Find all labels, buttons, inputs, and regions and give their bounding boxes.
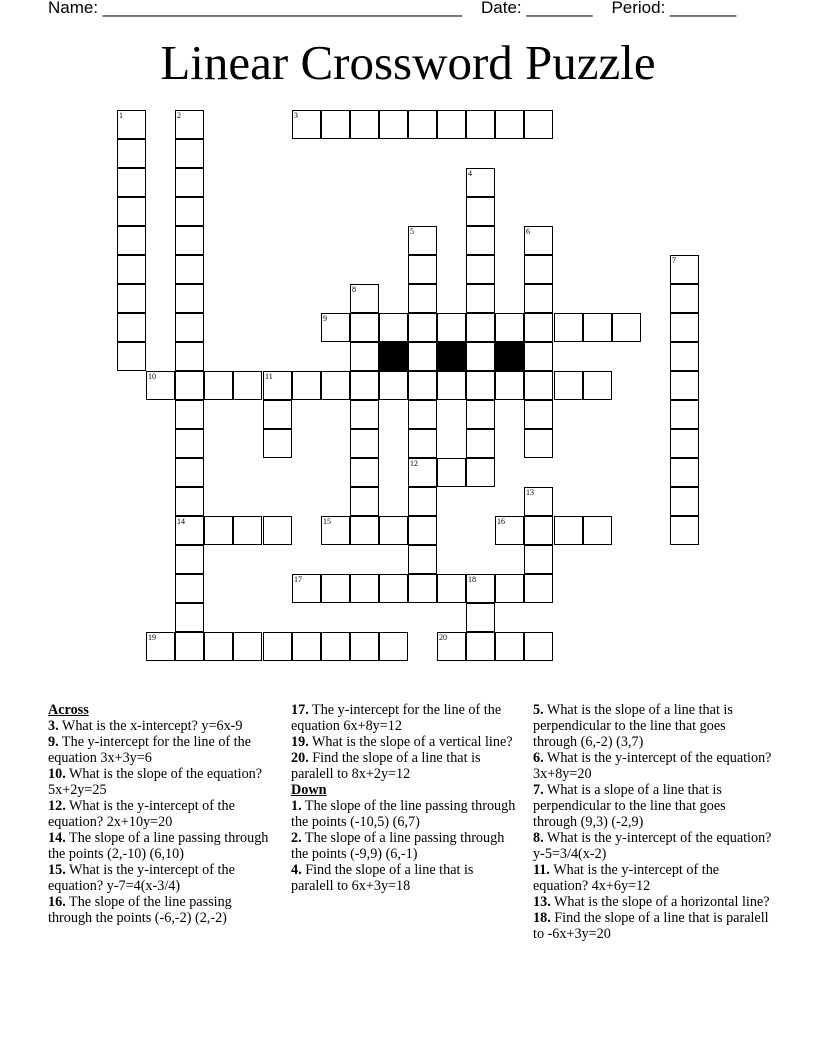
across-heading: Across — [48, 702, 89, 718]
clue-item — [291, 734, 516, 750]
grid-cell[interactable] — [292, 632, 321, 661]
clue-number-label: 1. — [291, 798, 302, 814]
clue-item — [48, 862, 273, 894]
clue-text: Find the slope of a line that is paralell to 6x+3y=18 — [291, 862, 474, 894]
clue-number-label: 19. — [291, 734, 309, 750]
grid-cell[interactable] — [263, 516, 292, 545]
grid-cell[interactable] — [495, 371, 524, 400]
grid-cell[interactable] — [175, 429, 204, 458]
clue-text: What is the slope of the equation? 5x+2y=25 — [48, 766, 263, 798]
clue-number: 10 — [148, 372, 156, 381]
grid-cell[interactable] — [408, 458, 437, 487]
clue-item — [533, 702, 773, 750]
clue-text: What is the x-intercept? y=6x-9 — [58, 718, 243, 734]
grid-cell[interactable] — [495, 632, 524, 661]
clue-number: 19 — [148, 633, 156, 642]
clue-number: 8 — [352, 285, 356, 294]
grid-cell[interactable] — [670, 487, 699, 516]
grid-cell[interactable] — [408, 284, 437, 313]
grid-cell[interactable] — [524, 255, 553, 284]
grid-cell[interactable] — [524, 487, 553, 516]
grid-cell[interactable] — [117, 110, 146, 139]
grid-cell[interactable] — [670, 313, 699, 342]
grid-cell[interactable] — [292, 574, 321, 603]
grid-cell[interactable] — [350, 371, 379, 400]
grid-cell[interactable] — [437, 110, 466, 139]
grid-cell[interactable] — [117, 226, 146, 255]
clue-item — [48, 830, 273, 862]
black-cell — [437, 342, 466, 371]
clue-number-label: 3. — [48, 718, 59, 734]
clue-item — [291, 862, 516, 894]
grid-cell[interactable] — [379, 516, 408, 545]
grid-cell[interactable] — [495, 516, 524, 545]
clue-text: The slope of a line passing through the points (2,-10) (6,10) — [48, 830, 269, 862]
grid-cell[interactable] — [321, 574, 350, 603]
grid-cell[interactable] — [292, 110, 321, 139]
date-field-label: Date: _______ — [480, 0, 593, 17]
clue-number: 14 — [177, 517, 185, 526]
grid-cell[interactable] — [583, 371, 612, 400]
clue-number-label: 13. — [533, 894, 551, 910]
clue-number: 20 — [439, 633, 447, 642]
clue-text: Find the slope of a line that is paralell to -6x+3y=20 — [533, 910, 769, 942]
grid-cell[interactable] — [670, 284, 699, 313]
grid-cell[interactable] — [408, 110, 437, 139]
grid-cell[interactable] — [263, 400, 292, 429]
black-cell — [379, 342, 408, 371]
grid-cell[interactable] — [495, 313, 524, 342]
grid-cell[interactable] — [175, 371, 204, 400]
period-field-label: Period: _______ — [611, 0, 737, 17]
clue-item — [48, 894, 273, 926]
grid-cell[interactable] — [670, 429, 699, 458]
grid-cell[interactable] — [466, 342, 495, 371]
grid-cell[interactable] — [408, 226, 437, 255]
clue-number: 5 — [410, 227, 414, 236]
grid-cell[interactable] — [175, 516, 204, 545]
grid-cell[interactable] — [204, 371, 233, 400]
grid-cell[interactable] — [408, 371, 437, 400]
grid-cell[interactable] — [175, 168, 204, 197]
grid-cell[interactable] — [117, 342, 146, 371]
grid-cell[interactable] — [408, 487, 437, 516]
grid-cell[interactable] — [524, 284, 553, 313]
clue-item — [48, 798, 273, 830]
grid-cell[interactable] — [117, 168, 146, 197]
clue-number-label: 10. — [48, 766, 66, 782]
grid-cell[interactable] — [379, 371, 408, 400]
grid-cell[interactable] — [175, 110, 204, 139]
clue-item — [291, 750, 516, 782]
clue-number-label: 11. — [533, 862, 550, 878]
grid-cell[interactable] — [524, 110, 553, 139]
grid-cell[interactable] — [204, 516, 233, 545]
grid-cell[interactable] — [495, 110, 524, 139]
clue-item — [48, 718, 273, 734]
clue-text: What is the slope of a horizontal line? — [550, 894, 770, 910]
grid-cell[interactable] — [466, 458, 495, 487]
clue-number-label: 6. — [533, 750, 544, 766]
grid-cell[interactable] — [408, 429, 437, 458]
grid-cell[interactable] — [233, 371, 262, 400]
grid-cell[interactable] — [350, 284, 379, 313]
grid-cell[interactable] — [466, 168, 495, 197]
grid-cell[interactable] — [292, 371, 321, 400]
clue-number: 15 — [323, 517, 331, 526]
grid-cell[interactable] — [408, 313, 437, 342]
grid-cell[interactable] — [321, 632, 350, 661]
black-cell — [495, 342, 524, 371]
grid-cell[interactable] — [466, 371, 495, 400]
grid-cell[interactable] — [350, 400, 379, 429]
clue-text: The slope of a line passing through the points (-9,9) (6,-1) — [291, 830, 505, 862]
clue-number-label: 14. — [48, 830, 66, 846]
grid-cell[interactable] — [495, 574, 524, 603]
name-field-label: Name: ______________________________________ — [48, 0, 463, 17]
grid-cell[interactable] — [117, 255, 146, 284]
clue-item — [533, 894, 773, 910]
clue-item — [533, 830, 773, 862]
clue-text: The y-intercept for the line of the equation 6x+8y=12 — [291, 702, 502, 734]
clue-item — [48, 766, 273, 798]
grid-cell[interactable] — [175, 313, 204, 342]
grid-cell[interactable] — [466, 429, 495, 458]
grid-cell[interactable] — [524, 545, 553, 574]
grid-cell[interactable] — [379, 110, 408, 139]
clue-item — [533, 862, 773, 894]
clue-number: 2 — [177, 111, 181, 120]
clue-text: What is the y-intercept of the equation? y-5=3/4(x-2) — [533, 830, 772, 862]
clue-number: 6 — [526, 227, 530, 236]
clue-number: 11 — [265, 372, 273, 381]
grid-cell[interactable] — [117, 197, 146, 226]
clue-number-label: 2. — [291, 830, 302, 846]
grid-cell[interactable] — [437, 632, 466, 661]
grid-cell[interactable] — [466, 226, 495, 255]
clue-text: What is the slope of a line that is perpendicular to the line that goes through (6,-2) (3,7) — [533, 702, 733, 750]
grid-cell[interactable] — [321, 313, 350, 342]
grid-cell[interactable] — [670, 342, 699, 371]
grid-cell[interactable] — [408, 516, 437, 545]
grid-cell[interactable] — [350, 458, 379, 487]
grid-cell[interactable] — [554, 313, 583, 342]
grid-cell[interactable] — [146, 632, 175, 661]
grid-cell[interactable] — [524, 632, 553, 661]
grid-cell[interactable] — [670, 400, 699, 429]
grid-cell[interactable] — [524, 226, 553, 255]
grid-cell[interactable] — [466, 284, 495, 313]
grid-cell[interactable] — [175, 255, 204, 284]
clue-item — [533, 782, 773, 830]
clue-item — [48, 734, 273, 766]
clues-column-2 — [291, 702, 516, 894]
clues-column-1 — [48, 702, 273, 926]
grid-cell[interactable] — [117, 284, 146, 313]
grid-cell[interactable] — [175, 545, 204, 574]
grid-cell[interactable] — [350, 487, 379, 516]
grid-cell[interactable] — [175, 632, 204, 661]
grid-cell[interactable] — [466, 400, 495, 429]
grid-cell[interactable] — [466, 197, 495, 226]
grid-cell[interactable] — [379, 574, 408, 603]
grid-cell[interactable] — [524, 516, 553, 545]
grid-cell[interactable] — [175, 487, 204, 516]
grid-cell[interactable] — [146, 371, 175, 400]
clue-text: What is the y-intercept of the equation? 2x+10y=20 — [48, 798, 235, 830]
clue-number-label: 17. — [291, 702, 309, 718]
clue-text: The slope of the line passing through the points (-6,-2) (2,-2) — [48, 894, 232, 926]
clue-number: 16 — [497, 517, 505, 526]
clue-number-label: 15. — [48, 862, 66, 878]
clue-number: 9 — [323, 314, 327, 323]
grid-cell[interactable] — [408, 255, 437, 284]
clue-text: The y-intercept for the line of the equation 3x+3y=6 — [48, 734, 252, 766]
grid-cell[interactable] — [466, 632, 495, 661]
grid-cell[interactable] — [175, 400, 204, 429]
grid-cell[interactable] — [554, 516, 583, 545]
clue-number-label: 20. — [291, 750, 309, 766]
grid-cell[interactable] — [263, 632, 292, 661]
clue-number-label: 5. — [533, 702, 544, 718]
clue-number: 12 — [410, 459, 418, 468]
clue-item — [291, 798, 516, 830]
clue-number-label: 18. — [533, 910, 551, 926]
clue-number-label: 12. — [48, 798, 66, 814]
grid-cell[interactable] — [437, 574, 466, 603]
grid-cell[interactable] — [466, 313, 495, 342]
grid-cell[interactable] — [175, 342, 204, 371]
grid-cell[interactable] — [117, 313, 146, 342]
grid-cell[interactable] — [233, 516, 262, 545]
grid-cell[interactable] — [379, 632, 408, 661]
grid-cell[interactable] — [204, 632, 233, 661]
grid-cell[interactable] — [583, 516, 612, 545]
grid-cell[interactable] — [175, 284, 204, 313]
clue-number: 13 — [526, 488, 534, 497]
clue-number: 3 — [294, 111, 298, 120]
grid-cell[interactable] — [117, 139, 146, 168]
grid-cell[interactable] — [524, 574, 553, 603]
grid-cell[interactable] — [350, 110, 379, 139]
grid-cell[interactable] — [524, 429, 553, 458]
grid-cell[interactable] — [350, 429, 379, 458]
grid-cell[interactable] — [524, 342, 553, 371]
grid-cell[interactable] — [175, 603, 204, 632]
clue-number: 7 — [672, 256, 676, 265]
clue-text: What is the slope of a vertical line? — [308, 734, 513, 750]
clue-item — [533, 750, 773, 782]
grid-cell[interactable] — [408, 342, 437, 371]
clue-item — [533, 910, 773, 942]
grid-cell[interactable] — [466, 603, 495, 632]
grid-cell[interactable] — [466, 574, 495, 603]
grid-cell[interactable] — [175, 197, 204, 226]
clue-number-label: 7. — [533, 782, 544, 798]
grid-cell[interactable] — [437, 458, 466, 487]
clue-number-label: 4. — [291, 862, 302, 878]
grid-cell[interactable] — [612, 313, 641, 342]
down-heading: Down — [291, 782, 327, 798]
grid-cell[interactable] — [350, 313, 379, 342]
grid-cell[interactable] — [350, 574, 379, 603]
grid-cell[interactable] — [263, 371, 292, 400]
grid-cell[interactable] — [263, 429, 292, 458]
grid-cell[interactable] — [350, 342, 379, 371]
clue-text: What is the y-intercept of the equation? 3x+8y=20 — [533, 750, 772, 782]
grid-cell[interactable] — [670, 255, 699, 284]
clue-number-label: 16. — [48, 894, 66, 910]
grid-cell[interactable] — [670, 371, 699, 400]
grid-cell[interactable] — [408, 574, 437, 603]
grid-cell[interactable] — [175, 458, 204, 487]
grid-cell[interactable] — [321, 371, 350, 400]
clue-text: What is the y-intercept of the equation? y-7=4(x-3/4) — [48, 862, 235, 894]
grid-cell[interactable] — [175, 139, 204, 168]
clue-number-label: 9. — [48, 734, 59, 750]
grid-cell[interactable] — [321, 516, 350, 545]
grid-cell[interactable] — [524, 400, 553, 429]
grid-cell[interactable] — [466, 110, 495, 139]
clue-text: The slope of the line passing through the points (-10,5) (6,7) — [291, 798, 516, 830]
grid-cell[interactable] — [350, 632, 379, 661]
grid-cell[interactable] — [379, 313, 408, 342]
clue-number: 4 — [468, 169, 472, 178]
clue-number: 17 — [294, 575, 302, 584]
grid-cell[interactable] — [437, 313, 466, 342]
clue-text: Find the slope of a line that is paralell to 8x+2y=12 — [291, 750, 481, 782]
grid-cell[interactable] — [321, 110, 350, 139]
grid-cell[interactable] — [408, 545, 437, 574]
grid-cell[interactable] — [233, 632, 262, 661]
grid-cell[interactable] — [350, 516, 379, 545]
grid-cell[interactable] — [437, 371, 466, 400]
clue-item — [291, 830, 516, 862]
grid-cell[interactable] — [670, 458, 699, 487]
clue-number: 18 — [468, 575, 476, 584]
grid-cell[interactable] — [554, 371, 583, 400]
page-title: Linear Crossword Puzzle — [160, 35, 656, 90]
clue-item — [291, 702, 516, 734]
clue-number: 1 — [119, 111, 123, 120]
grid-cell[interactable] — [524, 313, 553, 342]
grid-cell[interactable] — [466, 255, 495, 284]
clues-column-3 — [533, 702, 773, 942]
grid-cell[interactable] — [670, 516, 699, 545]
clue-number-label: 8. — [533, 830, 544, 846]
clue-text: What is a slope of a line that is perpendicular to the line that goes through (9,3) (-2,9) — [533, 782, 726, 830]
grid-cell[interactable] — [408, 400, 437, 429]
grid-cell[interactable] — [524, 371, 553, 400]
grid-cell[interactable] — [175, 226, 204, 255]
grid-cell[interactable] — [583, 313, 612, 342]
clue-text: What is the y-intercept of the equation? 4x+6y=12 — [533, 862, 720, 894]
grid-cell[interactable] — [175, 574, 204, 603]
